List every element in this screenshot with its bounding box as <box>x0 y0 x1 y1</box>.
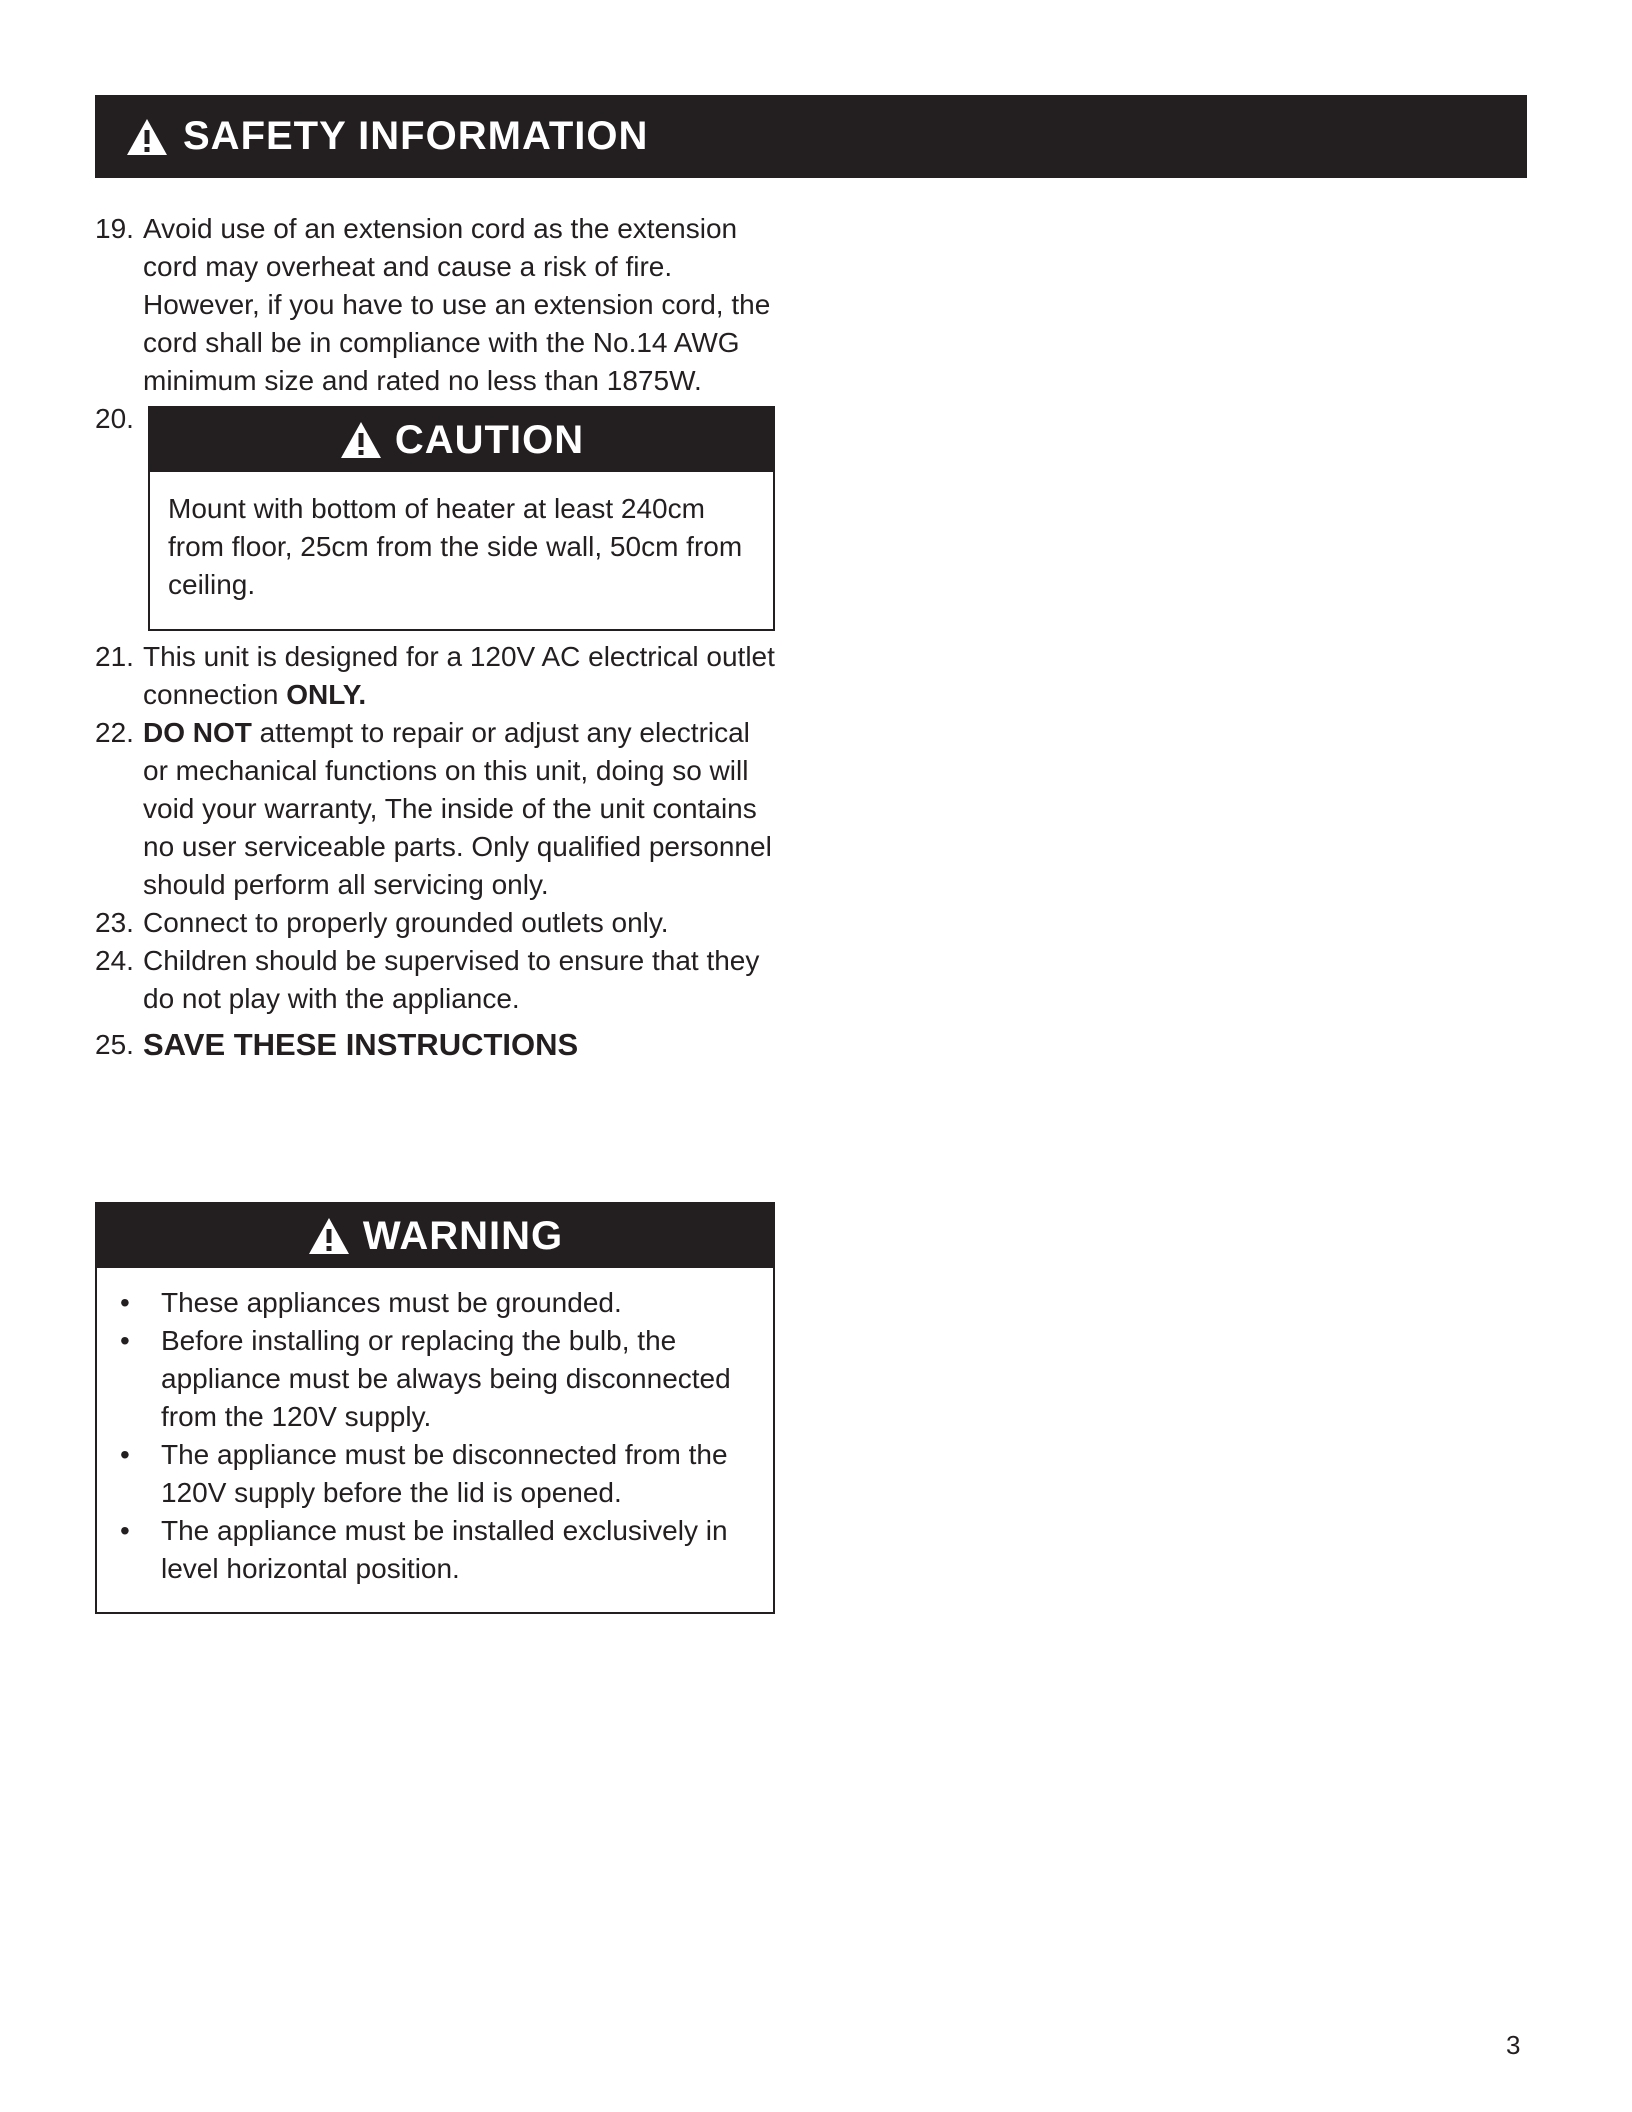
caution-text: Mount with bottom of heater at least 240cm from floor, 25cm from the side wall, 50cm from ceiling. <box>168 493 743 600</box>
warning-bullet-text: The appliance must be installed exclusively in level horizontal position. <box>161 1515 728 1584</box>
list-item <box>95 210 775 400</box>
caution-box <box>148 406 775 631</box>
item-text: Children should be supervised to ensure that they do not play with the appliance. <box>143 945 760 1014</box>
warning-box <box>95 1202 775 1614</box>
item-text: Connect to properly grounded outlets only. <box>143 907 669 938</box>
warning-bullet <box>117 1512 753 1588</box>
safety-list <box>95 210 775 1065</box>
warning-bullet-text: The appliance must be disconnected from the 120V supply before the lid is opened. <box>161 1439 728 1508</box>
list-item-save <box>95 1026 775 1065</box>
page-number: 3 <box>1506 2030 1521 2060</box>
bullet-dot: • <box>120 1439 130 1470</box>
item-number: 21. <box>95 641 134 672</box>
bullet-dot: • <box>120 1515 130 1546</box>
item-number: 22. <box>95 717 134 748</box>
item-emphasis: ONLY. <box>286 679 367 710</box>
warning-bullet-text: These appliances must be grounded. <box>161 1287 622 1318</box>
warning-triangle-icon <box>307 1216 351 1256</box>
item-text: attempt to repair or adjust any electrical or mechanical functions on this unit, doing so will void your warranty, The inside of the unit contains no user serviceable parts. Only qualified personnel should perform all servicing only. <box>143 717 772 900</box>
save-instructions-text: SAVE THESE INSTRUCTIONS <box>143 1027 579 1062</box>
item-number: 19. <box>95 213 134 244</box>
item-number: 24. <box>95 945 134 976</box>
item-number: 25. <box>95 1029 134 1060</box>
item-number: 20. <box>95 403 134 434</box>
item-text: This unit is designed for a 120V AC electrical outlet connection <box>143 641 775 710</box>
list-item <box>95 904 775 942</box>
warning-triangle-icon <box>339 420 383 460</box>
item-emphasis: DO NOT <box>143 717 252 748</box>
warning-list <box>97 1268 773 1588</box>
caution-header <box>150 408 773 472</box>
bullet-dot: • <box>120 1287 130 1318</box>
bullet-dot: • <box>120 1325 130 1356</box>
list-item-caution <box>95 400 775 630</box>
caution-label: CAUTION <box>394 417 585 462</box>
warning-triangle-icon <box>125 117 169 157</box>
warning-bullet <box>117 1322 753 1436</box>
list-item <box>95 942 775 1018</box>
list-item <box>95 638 775 714</box>
warning-header <box>97 1204 773 1268</box>
warning-bullet <box>117 1436 753 1512</box>
item-text: Avoid use of an extension cord as the extension cord may overheat and cause a risk of fire. However, if you have to use an extension cord, the cord shall be in compliance with the No.14 AWG minimum size and rated no less than 1875W. <box>143 213 771 396</box>
section-header-bar <box>95 95 1527 178</box>
warning-bullet-text: Before installing or replacing the bulb, the appliance must be always being disconnected from the 120V supply. <box>161 1325 731 1432</box>
warning-label: WARNING <box>362 1213 564 1258</box>
section-title: SAFETY INFORMATION <box>183 114 649 158</box>
list-item <box>95 714 775 904</box>
warning-bullet <box>117 1284 753 1322</box>
item-number: 23. <box>95 907 134 938</box>
